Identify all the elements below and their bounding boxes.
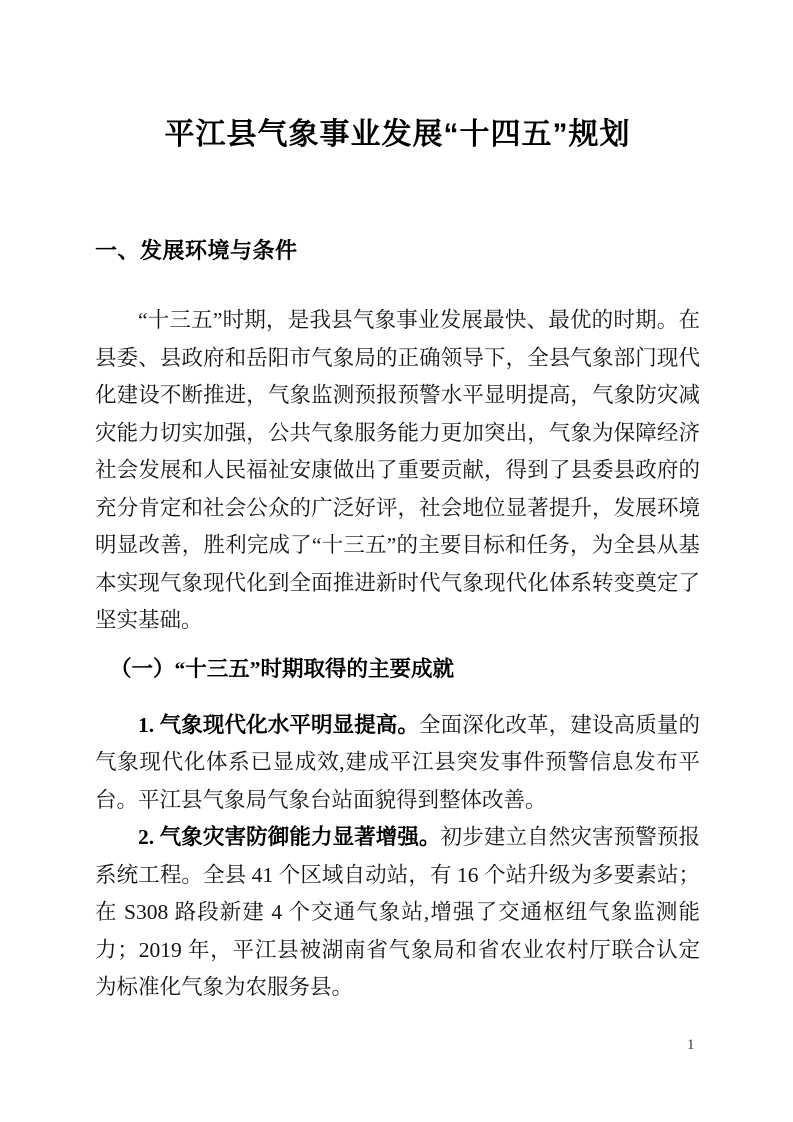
- page-number: 1: [687, 1037, 695, 1053]
- achievement-paragraph-2: [95, 819, 700, 1007]
- achievement-2-text: 初步建立自然灾害预警预报系统工程。全县 41 个区域自动站，有 16 个站升级为多要素站；在 S308 路段新建 4 个交通气象站,增强了交通枢纽气象监测能力；2019 年，平江县被湖南省气象局和省农业农村厅联合认定为标准化气象为农服务县。: [95, 825, 700, 999]
- achievement-1-lead: 1. 气象现代化水平明显提高。: [138, 712, 420, 737]
- achievement-1-text: 全面深化改革，建设高质量的气象现代化体系已显成效,建成平江县突发事件预警信息发布平台。平江县气象局气象台站面貌得到整体改善。: [95, 712, 700, 812]
- achievement-paragraph-1: [95, 707, 700, 820]
- chapter-heading: 一、发展环境与条件: [95, 238, 298, 263]
- subsection-heading: （一）“十三五”时期取得的主要成就: [110, 656, 455, 681]
- intro-paragraph: “十三五”时期，是我县气象事业发展最快、最优的时期。在县委、县政府和岳阳市气象局的正确领导下，全县气象部门现代化建设不断推进，气象监测预报预警水平显明提高，气象防灾减灾能力切实加强，公共气象服务能力更加突出，气象为保障经济社会发展和人民福祉安康做出了重要贡献，得到了县委县政府的充分肯定和社会公众的广泛好评，社会地位显著提升，发展环境明显改善，胜利完成了“十三五”的主要目标和任务，为全县从基本实现气象现代化到全面推进新时代气象现代化体系转变奠定了坚实基础。: [95, 308, 700, 632]
- document-title: 平江县气象事业发展“十四五”规划: [164, 118, 631, 151]
- achievement-2-lead: 2. 气象灾害防御能力显著增强。: [138, 825, 441, 849]
